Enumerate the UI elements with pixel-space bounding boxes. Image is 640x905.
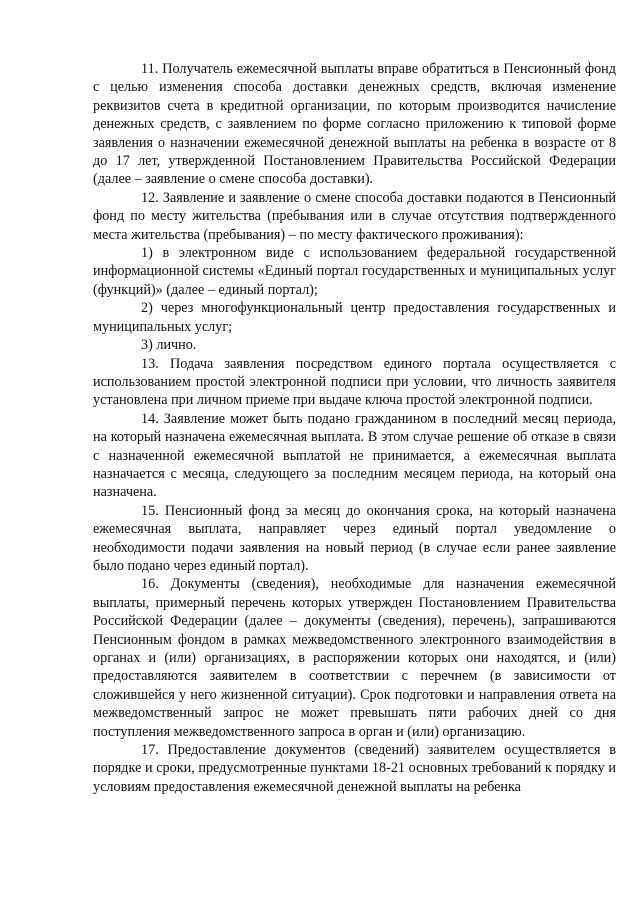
paragraph-14: 14. Заявление может быть подано гражданином в последний месяц периода, на который назначена ежемесячная выплата. В этом случае решение об отказе в связи с назначенной ежемесячной выплатой не принимается, а ежемесячная выплата назначается с месяца, следующего за последним месяцем периода, на который она назначена.	[93, 410, 616, 501]
paragraph-11: 11. Получатель ежемесячной выплаты вправе обратиться в Пенсионный фонд с целью изменения способа доставки денежных средств, включая изменение реквизитов счета в кредитной организации, по которым производится начисление денежных средств, с заявлением по форме согласно приложению к типовой форме заявления о назначении ежемесячной денежной выплаты на ребенка в возрасте от 8 до 17 лет, утвержденной Постановлением Правительства Российской Федерации (далее – заявление о смене способа доставки).	[93, 61, 616, 188]
paragraph-13: 13. Подача заявления посредством единого портала осуществляется с использованием простой электронной подписи при условии, что личность заявителя установлена при личном приеме при выдаче ключа простой электронной подписи.	[93, 355, 616, 409]
paragraph-16: 16. Документы (сведения), необходимые для назначения ежемесячной выплаты, примерный перечень которых утвержден Постановлением Правительства Российской Федерации (далее – документы (сведения), перечень), запрашиваются Пенсионным фондом в рамках межведомственного электронного взаимодействия в органах и (или) организациях, в распоряжении которых они находятся, и (или) предоставляются заявителем в соответствии с перечнем (в зависимости от сложившейся у него жизненной ситуации). Срок подготовки и направления ответа на межведомственный запрос не может превышать пяти рабочих дней со дня поступления межведомственного запроса в орган и (или) организацию.	[93, 576, 616, 740]
list-item-1: 1) в электронном виде с использованием федеральной государственной информационной системы «Единый портал государственных и муниципальных услуг (функций)» (далее – единый портал);	[93, 245, 616, 298]
list-item-2: 2) через многофункциональный центр предоставления государственных и муниципальных услуг;	[93, 300, 616, 335]
list-item-3: 3) лично.	[141, 337, 197, 354]
paragraph-15: 15. Пенсионный фонд за месяц до окончания срока, на который назначена ежемесячная выплата, направляет через единый портал уведомление о необходимости подачи заявления на новый период (в случае если ранее заявление было подано через единый портал).	[93, 502, 616, 574]
paragraph-17: 17. Предоставление документов (сведений) заявителем осуществляется в порядке и сроки, предусмотренные пунктами 18-21 основных требований к порядку и условиям предоставления ежемесячной денежной выплаты на ребенка	[93, 742, 616, 795]
paragraph-12: 12. Заявление и заявление о смене способа доставки подаются в Пенсионный фонд по месту жительства (пребывания или в случае отсутствия подтвержденного места жительства (пребывания) – по месту фактического проживания):	[93, 189, 616, 243]
